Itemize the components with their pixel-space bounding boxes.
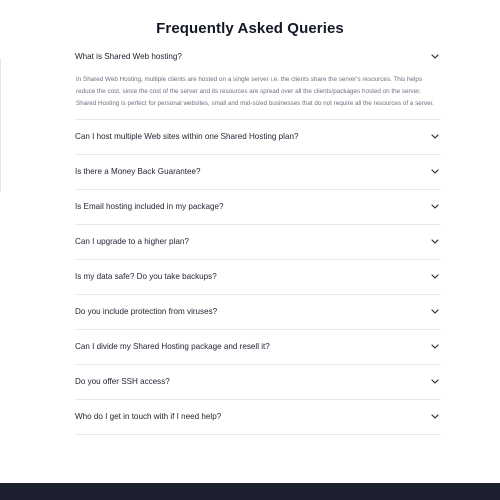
faq-item [75, 330, 441, 365]
faq-question: What is Shared Web hosting? [75, 52, 182, 61]
faq-question-toggle[interactable] [75, 400, 441, 434]
chevron-down-icon[interactable] [430, 342, 440, 352]
chevron-down-icon[interactable] [430, 307, 440, 317]
faq-question-toggle[interactable] [75, 330, 441, 364]
page-title: Frequently Asked Queries [156, 20, 344, 38]
footer-band [0, 483, 500, 500]
chevron-down-icon[interactable] [430, 237, 440, 247]
faq-question-toggle[interactable] [75, 260, 441, 294]
left-divider [0, 58, 1, 192]
faq-question-toggle[interactable] [75, 120, 441, 154]
faq-item [75, 400, 441, 435]
faq-item [75, 190, 441, 225]
chevron-down-icon[interactable] [430, 272, 440, 282]
faq-question-toggle[interactable] [75, 365, 441, 399]
faq-question: Do you include protection from viruses? [75, 307, 218, 317]
faq-question: Do you offer SSH access? [75, 377, 170, 387]
faq-question: Is Email hosting included in my package? [75, 202, 224, 212]
chevron-down-icon[interactable] [430, 412, 440, 422]
faq-item [75, 40, 441, 120]
faq-question: Can I upgrade to a higher plan? [75, 237, 189, 247]
faq-item [75, 365, 441, 400]
faq-question: Is my data safe? Do you take backups? [75, 272, 217, 282]
faq-item [75, 120, 441, 155]
faq-question-toggle[interactable] [75, 155, 441, 189]
faq-question-toggle[interactable] [75, 225, 441, 259]
faq-question: Who do I get in touch with if I need help? [75, 412, 222, 422]
faq-question-toggle[interactable] [75, 40, 441, 73]
faq-item [75, 260, 441, 295]
faq-item [75, 295, 441, 330]
faq-item [75, 225, 441, 260]
faq-question: Can I host multiple Web sites within one Shared Hosting plan? [75, 132, 299, 142]
faq-item [75, 155, 441, 190]
faq-question: Can I divide my Shared Hosting package and resell it? [75, 342, 270, 352]
chevron-down-icon[interactable] [430, 377, 440, 387]
chevron-down-icon[interactable] [430, 167, 440, 177]
faq-answer: In Shared Web Hosting, multiple clients are hosted on a single server i.e. the clients share the server's resources. This helps reduce the cost, since the cost of the server and its resources are spread over all the clients/packages hosted on the server. Shared Hosting is perfect for personal websites, small and mid-sized businesses that do not require all the resources of a server. [76, 76, 435, 108]
faq-question-toggle[interactable] [75, 295, 441, 329]
chevron-down-icon[interactable] [430, 202, 440, 212]
faq-question-toggle[interactable] [75, 190, 441, 224]
chevron-down-icon[interactable] [430, 132, 440, 142]
faq-list [75, 40, 441, 435]
faq-question: Is there a Money Back Guarantee? [75, 167, 201, 177]
chevron-down-icon[interactable] [430, 52, 440, 62]
